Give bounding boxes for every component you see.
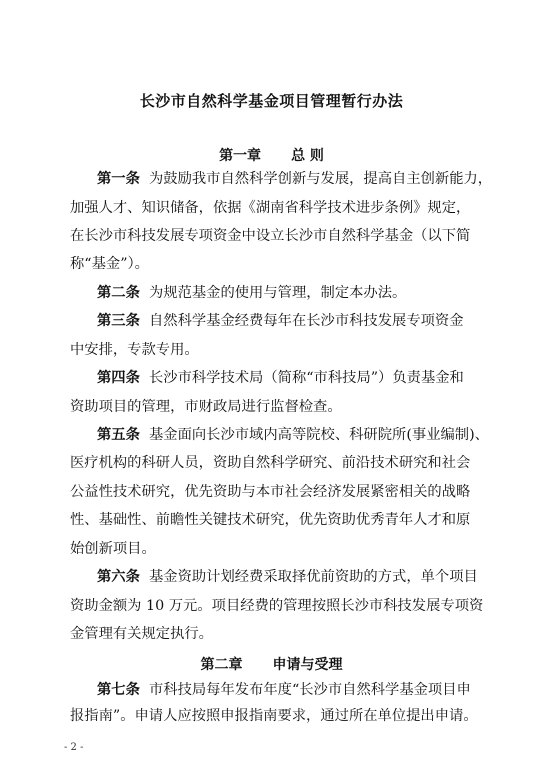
article-5-line-3: 公益性技术研究，优先资助与本市社会经济发展紧密相关的战略 (70, 484, 471, 500)
article-1-text: 为鼓励我市自然科学创新与发展，提高自主创新能力， (148, 171, 493, 187)
article-3-label: 第三条 (97, 313, 140, 329)
article-5-line-1 (97, 425, 489, 445)
article-4-label: 第四条 (97, 370, 140, 386)
article-2-label: 第二条 (97, 285, 140, 301)
article-6-line-2: 资助金额为 10 万元。项目经费的管理按照长沙市科技发展专项资 (70, 598, 484, 614)
article-1-line-1 (97, 169, 492, 189)
page-number: - 2 - (64, 742, 84, 753)
article-7-label: 第七条 (97, 682, 140, 698)
article-4-text: 长沙市科学技术局（简称“市科技局”）负责基金和 (148, 370, 464, 386)
article-7-line-2: 报指南”。申请人应按照申报指南要求，通过所在单位提出申请。 (70, 708, 478, 724)
chapter-2-name: 申请与受理 (272, 657, 343, 673)
article-5-text: 基金面向长沙市域内高等院校、科研院所(事业编制)、 (148, 427, 489, 443)
article-5-label: 第五条 (97, 427, 140, 443)
article-6-text: 基金资助计划经费采取择优前资助的方式，单个项目 (148, 569, 478, 585)
article-4-line-2: 资助项目的管理，市财政局进行监督检查。 (70, 399, 342, 415)
article-3-text: 自然科学基金经费每年在长沙市科技发展专项资金 (148, 313, 464, 329)
article-6-line-1 (97, 567, 478, 587)
article-4-line-1 (97, 368, 464, 388)
article-5-line-2: 医疗机构的科研人员，资助自然科学研究、前沿技术研究和社会 (70, 455, 471, 471)
article-2-text: 为规范基金的使用与管理，制定本办法。 (148, 285, 407, 301)
chapter-1-number: 第一章 (219, 148, 262, 164)
article-1-line-3: 在长沙市科技发展专项资金中设立长沙市自然科学基金（以下简 (70, 228, 471, 244)
chapter-1-name: 总 则 (291, 148, 324, 164)
article-2-line-1 (97, 283, 406, 303)
article-1-line-2: 加强人才、知识储备，依据《湖南省科学技术进步条例》规定， (70, 200, 471, 216)
article-7-text: 市科技局每年发布年度“长沙市自然科学基金项目申 (148, 682, 471, 698)
chapter-2-number: 第二章 (200, 657, 243, 673)
article-6-line-3: 金管理有关规定执行。 (70, 626, 213, 642)
chapter-1-heading (0, 145, 543, 165)
article-3-line-2: 中安排，专款专用。 (70, 342, 199, 358)
article-1-label: 第一条 (97, 171, 140, 187)
article-5-line-5: 始创新项目。 (70, 541, 156, 557)
article-6-label: 第六条 (97, 569, 140, 585)
article-1-line-4: 称“基金”）。 (70, 256, 149, 272)
article-7-line-1 (97, 680, 471, 700)
chapter-2-heading (0, 654, 543, 674)
article-3-line-1 (97, 311, 464, 331)
article-5-line-4: 性、基础性、前瞻性关键技术研究，优先资助优秀青年人才和原 (70, 512, 471, 528)
document-title: 长沙市自然科学基金项目管理暂行办法 (139, 92, 404, 110)
